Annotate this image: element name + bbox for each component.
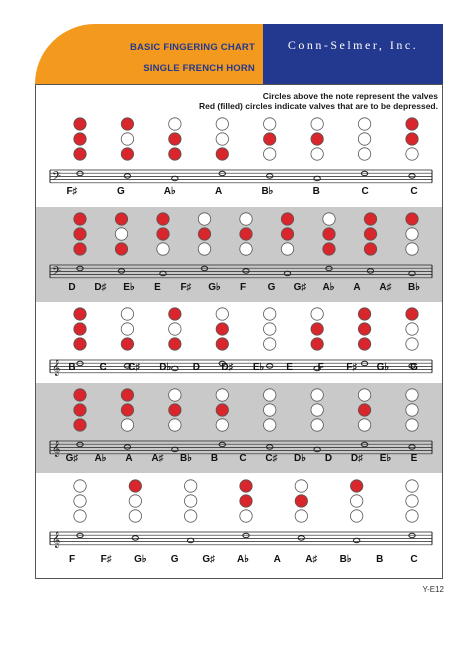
note-head [172,176,178,180]
valve-open-icon [169,419,181,431]
note-name: G [116,186,125,197]
note-name: A♯ [379,282,392,293]
note-name: E [410,453,418,464]
note-name: D [192,362,200,373]
valve-open-icon [198,213,210,225]
valve-pressed-icon [358,338,370,350]
note-name: B♭ [339,554,352,565]
valve-pressed-icon [169,338,181,350]
valve-pressed-icon [311,338,323,350]
valve-pressed-icon [240,495,252,507]
valve-open-icon [406,243,418,255]
valve-pressed-icon [358,308,370,320]
note-name: C♯ [265,453,278,464]
note-head [298,536,304,540]
note-head [267,364,273,368]
valve-pressed-icon [364,243,376,255]
valve-open-icon [129,510,141,522]
valve-open-icon [311,389,323,401]
note-name: E [154,282,161,293]
valve-pressed-icon [264,133,276,145]
valve-pressed-icon [216,338,228,350]
valve-pressed-icon [240,228,252,240]
valve-open-icon [74,495,86,507]
note-name: D♯ [221,362,234,373]
chart-subtitle: SINGLE FRENCH HORN [143,63,255,74]
valve-open-icon [406,480,418,492]
note-name: A♭ [163,186,176,197]
valve-open-icon [406,495,418,507]
bass-clef-icon: 𝄢 [52,170,62,186]
valve-pressed-icon [216,148,228,160]
valve-open-icon [295,480,307,492]
note-name: F♯ [180,282,192,293]
valve-pressed-icon [74,389,86,401]
note-name: B [210,453,219,464]
valve-pressed-icon [115,243,127,255]
note-name: G♯ [65,453,79,464]
valve-open-icon [358,389,370,401]
valve-open-icon [216,118,228,130]
valve-pressed-icon [323,228,335,240]
valve-pressed-icon [406,118,418,130]
valve-open-icon [129,495,141,507]
note-name: G♯ [202,554,216,565]
valve-open-icon [406,510,418,522]
valve-pressed-icon [311,133,323,145]
bass-clef-icon: 𝄢 [52,265,62,281]
note-name: G [267,282,276,293]
valve-pressed-icon [169,404,181,416]
valve-pressed-icon [121,338,133,350]
valve-open-icon [264,389,276,401]
valve-open-icon [216,419,228,431]
note-name: D♭ [294,453,306,464]
valve-pressed-icon [358,323,370,335]
valve-pressed-icon [74,228,86,240]
valve-pressed-icon [74,308,86,320]
valve-open-icon [240,243,252,255]
valve-open-icon [406,419,418,431]
valve-pressed-icon [281,213,293,225]
note-name: C♯ [128,362,141,373]
valve-pressed-icon [74,243,86,255]
note-name: E [286,362,293,373]
note-name: D [324,453,333,464]
valve-pressed-icon [358,404,370,416]
valve-pressed-icon [364,228,376,240]
note-name: B [68,362,76,373]
note-name: F [239,282,247,293]
catalog-code: Y-E12 [422,585,444,594]
instruction-line-2: Red (filled) circles indicate valves that are to be depressed. [198,101,438,111]
valve-open-icon [311,419,323,431]
valve-open-icon [295,510,307,522]
valve-open-icon [184,510,196,522]
note-head [124,174,130,178]
valve-pressed-icon [121,404,133,416]
note-name: A♯ [151,453,164,464]
note-name: F [68,554,76,565]
valve-pressed-icon [157,213,169,225]
valve-open-icon [311,308,323,320]
note-name: A♭ [237,554,249,565]
note-head [353,538,359,542]
valve-open-icon [311,118,323,130]
valve-pressed-icon [115,213,127,225]
note-name: A♯ [305,554,318,565]
valve-pressed-icon [323,243,335,255]
valve-pressed-icon [74,213,86,225]
note-name: D♯ [350,453,364,464]
valve-open-icon [121,133,133,145]
valve-open-icon [358,118,370,130]
note-name: C [410,554,418,565]
note-head [409,174,415,178]
treble-clef-icon: 𝄞 [52,360,61,376]
valve-open-icon [169,118,181,130]
valve-pressed-icon [295,495,307,507]
note-name: G [170,554,179,565]
valve-open-icon [169,389,181,401]
valve-open-icon [406,228,418,240]
valve-open-icon [216,308,228,320]
valve-open-icon [350,495,362,507]
valve-open-icon [169,323,181,335]
valve-open-icon [358,148,370,160]
valve-pressed-icon [311,323,323,335]
treble-clef-icon: 𝄞 [52,532,61,548]
valve-pressed-icon [129,480,141,492]
note-name: B♭ [180,453,192,464]
valve-open-icon [74,510,86,522]
note-name: C [239,453,247,464]
valve-open-icon [311,148,323,160]
note-name: B [312,186,320,197]
valve-pressed-icon [406,213,418,225]
valve-pressed-icon [157,228,169,240]
note-name: C [361,186,369,197]
note-head [172,366,178,370]
note-name: D♭ [159,362,172,373]
note-head [132,536,138,540]
note-name: E♭ [123,282,135,293]
valve-open-icon [121,419,133,431]
valve-pressed-icon [364,213,376,225]
valve-open-icon [74,480,86,492]
valve-pressed-icon [169,148,181,160]
instruction-line-1: Circles above the note represent the valves [262,91,438,101]
note-head [187,538,193,542]
valve-open-icon [264,404,276,416]
valve-pressed-icon [74,133,86,145]
valve-open-icon [358,419,370,431]
valve-open-icon [350,510,362,522]
note-name: B♭ [261,186,274,197]
valve-open-icon [264,323,276,335]
valve-open-icon [406,404,418,416]
note-name: D♯ [94,282,107,293]
valve-open-icon [184,495,196,507]
note-name: G♭ [208,282,221,293]
valve-pressed-icon [281,228,293,240]
note-name: G♭ [376,362,390,373]
valve-open-icon [216,133,228,145]
valve-open-icon [406,323,418,335]
note-name: G♯ [293,282,307,293]
valve-pressed-icon [169,308,181,320]
valve-open-icon [157,243,169,255]
note-name: B♭ [408,282,420,293]
valve-open-icon [264,148,276,160]
note-name: A [125,453,133,464]
valve-open-icon [115,228,127,240]
valve-open-icon [240,510,252,522]
note-name: D [68,282,76,293]
note-name: E♭ [379,453,392,464]
valve-open-icon [264,308,276,320]
note-head [267,174,273,178]
valve-pressed-icon [74,404,86,416]
valve-open-icon [311,404,323,416]
note-name: C [99,362,107,373]
note-name: F♯ [100,554,112,565]
note-name: G [410,362,418,373]
valve-pressed-icon [121,389,133,401]
valve-pressed-icon [74,338,86,350]
valve-pressed-icon [74,148,86,160]
note-name: A [214,186,223,197]
valve-open-icon [184,480,196,492]
valve-open-icon [121,308,133,320]
note-name: A [273,554,281,565]
valve-pressed-icon [406,133,418,145]
valve-pressed-icon [216,404,228,416]
valve-pressed-icon [74,323,86,335]
note-name: G♭ [134,554,147,565]
note-name: B [376,554,384,565]
note-name: F [317,362,324,373]
valve-pressed-icon [350,480,362,492]
note-name: A♭ [94,453,107,464]
valve-open-icon [406,148,418,160]
valve-pressed-icon [240,480,252,492]
treble-clef-icon: 𝄞 [52,441,61,457]
valve-pressed-icon [74,419,86,431]
valve-pressed-icon [198,228,210,240]
valve-open-icon [281,243,293,255]
valve-open-icon [406,389,418,401]
note-name: F♯ [66,186,78,197]
valve-open-icon [216,389,228,401]
valve-pressed-icon [406,308,418,320]
brand-name: Conn-Selmer, Inc. [287,38,419,52]
valve-open-icon [358,133,370,145]
note-name: A [353,282,361,293]
valve-pressed-icon [169,133,181,145]
valve-open-icon [264,338,276,350]
note-name: E♭ [252,362,265,373]
valve-pressed-icon [216,323,228,335]
valve-open-icon [121,323,133,335]
valve-open-icon [264,118,276,130]
valve-open-icon [198,243,210,255]
valve-open-icon [323,213,335,225]
valve-open-icon [406,338,418,350]
valve-pressed-icon [121,148,133,160]
valve-pressed-icon [74,118,86,130]
note-head [314,176,320,180]
note-name: C [410,186,418,197]
valve-pressed-icon [121,118,133,130]
note-name: F♯ [346,362,358,373]
note-name: A♭ [322,282,335,293]
valve-open-icon [240,213,252,225]
valve-open-icon [264,419,276,431]
chart-title: BASIC FINGERING CHART [129,42,255,53]
